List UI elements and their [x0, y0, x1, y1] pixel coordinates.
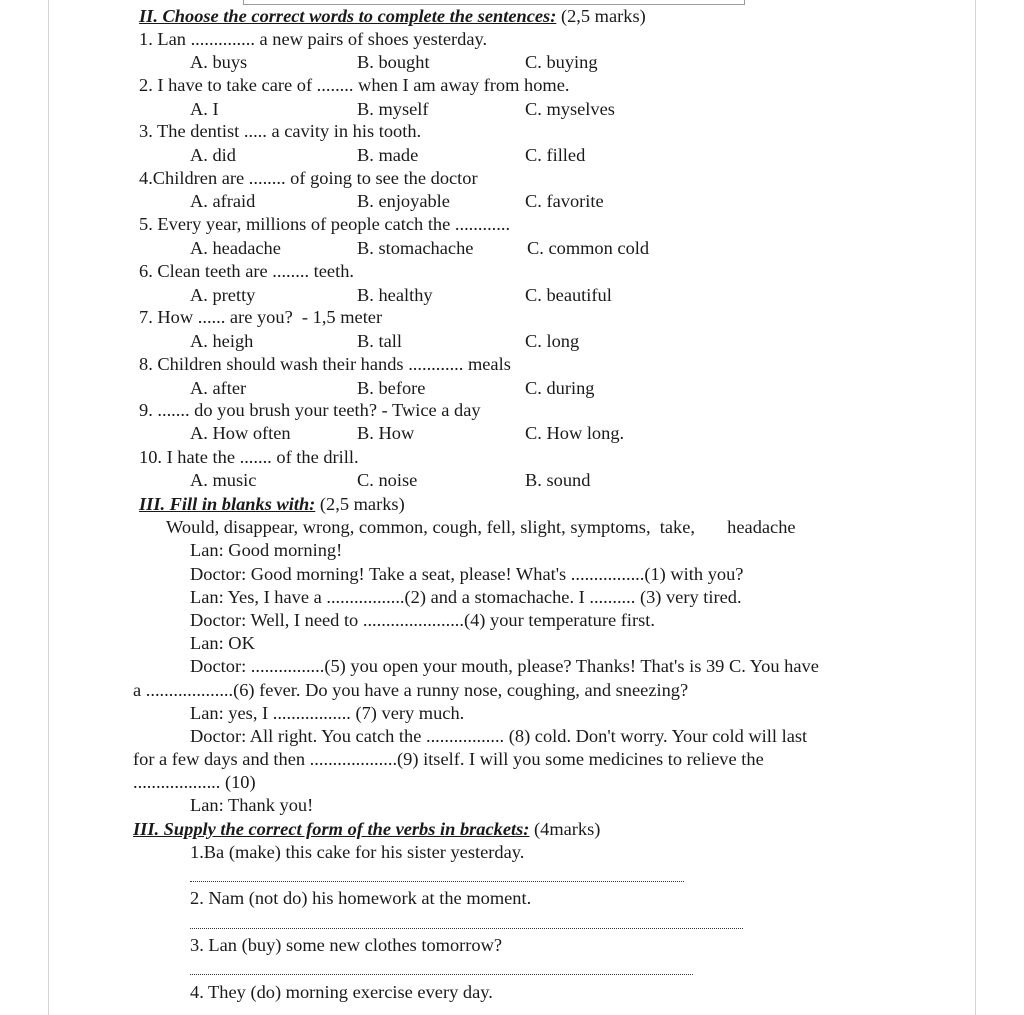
section-4-marks: (4marks) [529, 819, 601, 839]
option-c: C. common cold [527, 238, 650, 258]
option-b: B. enjoyable [357, 191, 450, 211]
option-a: A. pretty [190, 285, 256, 305]
option-a: A. headache [190, 238, 281, 258]
section-2-marks: (2,5 marks) [556, 6, 646, 26]
option-c: C. buying [525, 52, 598, 72]
option-a: A. after [190, 378, 247, 398]
option-c: C. beautiful [525, 285, 612, 305]
option-b: B. stomachache [357, 238, 474, 258]
question: 1. Lan .............. a new pairs of shoes yesterday. [139, 29, 488, 49]
verb-item: 1.Ba (make) this cake for his sister yesterday. [190, 842, 525, 862]
option-a: A. I [190, 99, 219, 119]
answer-line [190, 927, 743, 929]
option-a: A. buys [190, 52, 248, 72]
verb-item: 2. Nam (not do) his homework at the moment. [190, 888, 532, 908]
option-c: C. filled [525, 145, 586, 165]
question: 6. Clean teeth are ........ teeth. [139, 261, 354, 281]
section-2-title [139, 5, 646, 27]
option-c: C. How long. [525, 423, 625, 443]
option-b: B. healthy [357, 285, 433, 305]
question: 3. The dentist ..... a cavity in his tooth. [139, 121, 422, 141]
option-c: C. favorite [525, 191, 604, 211]
verb-item: 3. Lan (buy) some new clothes tomorrow? [190, 935, 503, 955]
option-b: B. How [357, 423, 415, 443]
verb-item: 4. They (do) morning exercise every day. [190, 982, 493, 1002]
option-b: B. tall [357, 331, 402, 351]
section-3-title [139, 493, 405, 515]
option-b: B. made [357, 145, 419, 165]
option-c: C. myselves [525, 99, 615, 119]
section-3-heading: III. Fill in blanks with: [139, 494, 316, 514]
dialogue-line: Doctor: Well, I need to ......................(4) your temperature first. [190, 610, 655, 630]
section-2-heading: II. Choose the correct words to complete the sentences: [139, 6, 557, 26]
dialogue-line: Doctor: All right. You catch the ................. (8) cold. Don't worry. Your cold will last [190, 726, 808, 746]
option-a: A. did [190, 145, 236, 165]
dialogue-line: Lan: Good morning! [190, 540, 343, 560]
option-a: A. music [190, 470, 257, 490]
word-bank: Would, disappear, wrong, common, cough, fell, slight, symptoms, take, headache [166, 517, 796, 537]
dialogue-line: ................... (10) [133, 772, 256, 792]
option-b: B. myself [357, 99, 429, 119]
option-c: C. long [525, 331, 580, 351]
option-b: B. before [357, 378, 426, 398]
option-c: B. sound [525, 470, 591, 490]
question: 10. I hate the ....... of the drill. [139, 447, 359, 467]
option-c: C. during [525, 378, 595, 398]
dialogue-line: Doctor: ................(5) you open your mouth, please? Thanks! That's is 39 C. You have [190, 656, 819, 676]
question: 5. Every year, millions of people catch the ............ [139, 214, 511, 234]
question: 4.Children are ........ of going to see the doctor [139, 168, 478, 188]
dialogue-line: Doctor: Good morning! Take a seat, please! What's ................(1) with you? [190, 564, 744, 584]
question: 8. Children should wash their hands ............ meals [139, 354, 511, 374]
section-3-marks: (2,5 marks) [315, 494, 405, 514]
option-b: B. bought [357, 52, 430, 72]
option-a: A. afraid [190, 191, 256, 211]
answer-line [190, 973, 693, 975]
dialogue-line: Lan: Thank you! [190, 795, 314, 815]
dialogue-line: Lan: OK [190, 633, 255, 653]
question: 7. How ...... are you? - 1,5 meter [139, 307, 383, 327]
dialogue-line: Lan: Yes, I have a .................(2) and a stomachache. I .......... (3) very tired. [190, 587, 742, 607]
dialogue-line: for a few days and then ...................(9) itself. I will you some medicines to relieve the [133, 749, 764, 769]
question: 2. I have to take care of ........ when I am away from home. [139, 75, 570, 95]
dialogue-line: a ...................(6) fever. Do you have a runny nose, coughing, and sneezing? [133, 680, 689, 700]
option-a: A. How often [190, 423, 291, 443]
dialogue-line: Lan: yes, I ................. (7) very much. [190, 703, 465, 723]
question: 9. ....... do you brush your teeth? - Twice a day [139, 400, 481, 420]
section-4-title [133, 818, 600, 840]
option-b: C. noise [357, 470, 418, 490]
section-4-heading: III. Supply the correct form of the verbs in brackets: [133, 819, 530, 839]
answer-line [190, 880, 684, 882]
option-a: A. heigh [190, 331, 254, 351]
